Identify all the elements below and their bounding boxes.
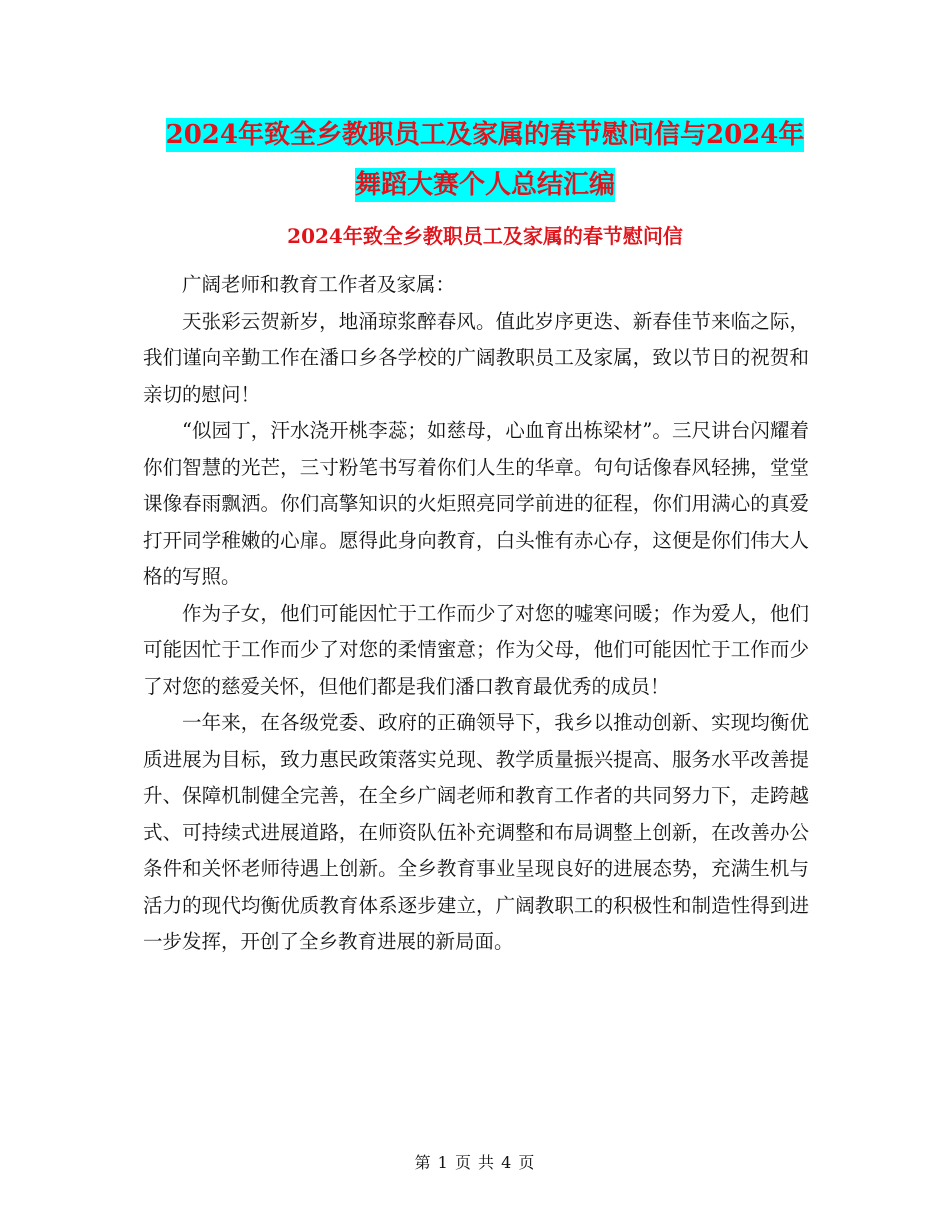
document-title (140, 110, 830, 210)
page-number: 第 1 页 共 4 页 (414, 1153, 536, 1172)
paragraph: 天张彩云贺新岁，地涌琼浆醉春风。值此岁序更迭、新春佳节来临之际，我们谨向辛勤工作在潘口乡各学校的广阔教职员工及家属，致以节日的祝贺和亲切的慰问！ (143, 309, 809, 406)
paragraph: 作为子女，他们可能因忙于工作而少了对您的嘘寒问暖；作为爱人，他们可能因忙于工作而少了对您的柔情蜜意；作为父母，他们可能因忙于工作而少了对您的慈爱关怀，但他们都是我们潘口教育最优秀的成员！ (143, 601, 809, 698)
title-line-2: 舞蹈大赛个人总结汇编 (354, 170, 615, 200)
salutation: 广阔老师和教育工作者及家属： (182, 273, 456, 296)
letter-body (143, 267, 809, 961)
paragraph: 一年来，在各级党委、政府的正确领导下，我乡以推动创新、实现均衡优质进展为目标，致力惠民政策落实兑现、教学质量振兴提高、服务水平改善提升、保障机制健全完善，在全乡广阔老师和教育工作者的共同努力下，走跨越式、可持续式进展道路，在师资队伍补充调整和布局调整上创新，在改善办公条件和关怀老师待遇上创新。全乡教育事业呈现良好的进展态势，充满生机与活力的现代均衡优质教育体系逐步建立，广阔教职工的积极性和制造性得到进一步发挥，开创了全乡教育进展的新局面。 (143, 711, 809, 953)
paragraph: “似园丁，汗水浇开桃李蕊；如慈母，心血育出栋梁材”。三尺讲台闪耀着你们智慧的光芒，三寸粉笔书写着你们人生的华章。句句话像春风轻拂，堂堂课像春雨飘洒。你们高擎知识的火炬照亮同学前进的征程，你们用满心的真爱打开同学稚嫩的心扉。愿得此身向教育，白头惟有赤心存，这便是你们伟大人格的写照。 (143, 419, 809, 588)
title-line-1: 2024年致全乡教职员工及家属的春节慰问信与2024年 (165, 120, 805, 150)
section-title: 2024年致全乡教职员工及家属的春节慰问信 (287, 224, 683, 248)
